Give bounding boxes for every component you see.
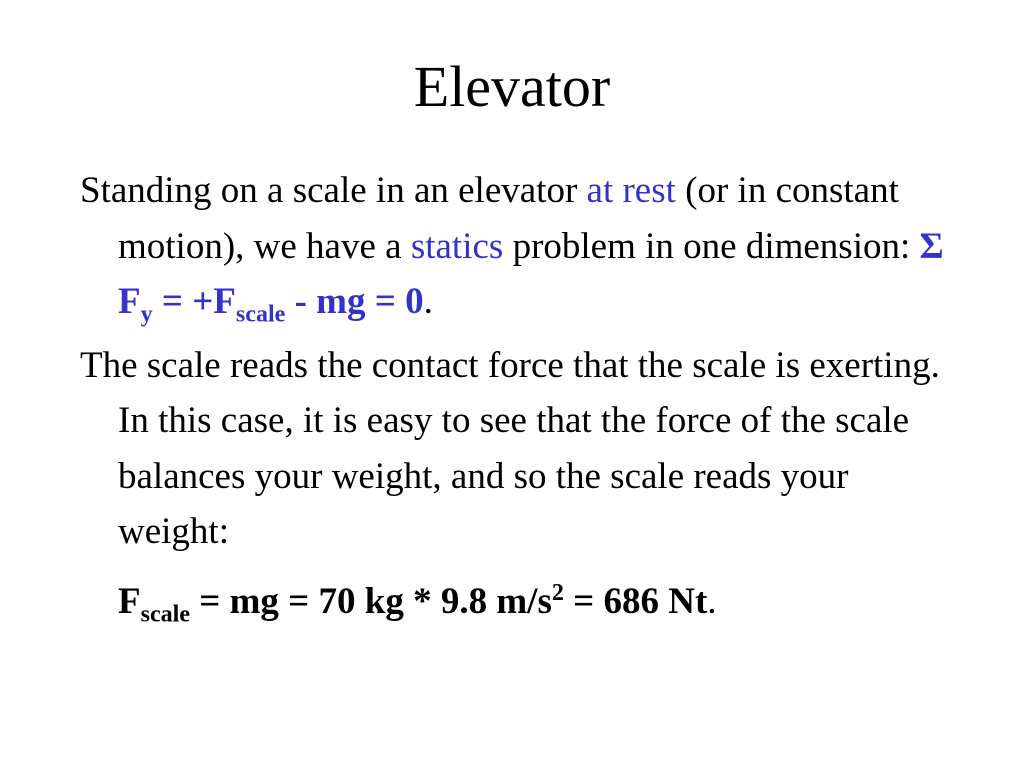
eq-sub-scale: scale bbox=[235, 301, 286, 328]
at-rest-highlight: at rest bbox=[586, 170, 676, 211]
result-end: = 686 Nt bbox=[563, 580, 708, 622]
result-sup-2: 2 bbox=[551, 579, 564, 606]
result-period: . bbox=[707, 580, 717, 622]
para1-text-3: problem in one dimension: bbox=[503, 225, 920, 267]
eq-mid: = +F bbox=[152, 281, 236, 322]
slide-body bbox=[80, 163, 960, 629]
result-mid: = mg = 70 kg * 9.8 m/s bbox=[190, 580, 552, 622]
weight-result-equation bbox=[80, 574, 960, 630]
eq-end: - mg = 0 bbox=[285, 281, 424, 322]
para1-period: . bbox=[423, 281, 433, 322]
statics-highlight: statics bbox=[410, 225, 504, 267]
result-F: F bbox=[118, 580, 141, 622]
sigma-symbol: Σ bbox=[919, 225, 944, 267]
para1-text-2: (or in constant motion), we have a bbox=[118, 170, 899, 267]
slide-title: Elevator bbox=[413, 54, 611, 119]
eq-F: F bbox=[118, 281, 141, 322]
eq-sub-y: y bbox=[140, 301, 153, 328]
result-sub-scale: scale bbox=[140, 600, 191, 627]
para1-text-1: Standing on a scale in an elevator bbox=[80, 170, 587, 211]
paragraph-scale-reading: The scale reads the contact force that the scale is exerting. In this case, it is easy to see that the force of the scale balances your weight, and so the scale reads your weight: bbox=[80, 344, 940, 552]
paragraph-statics bbox=[80, 163, 960, 330]
